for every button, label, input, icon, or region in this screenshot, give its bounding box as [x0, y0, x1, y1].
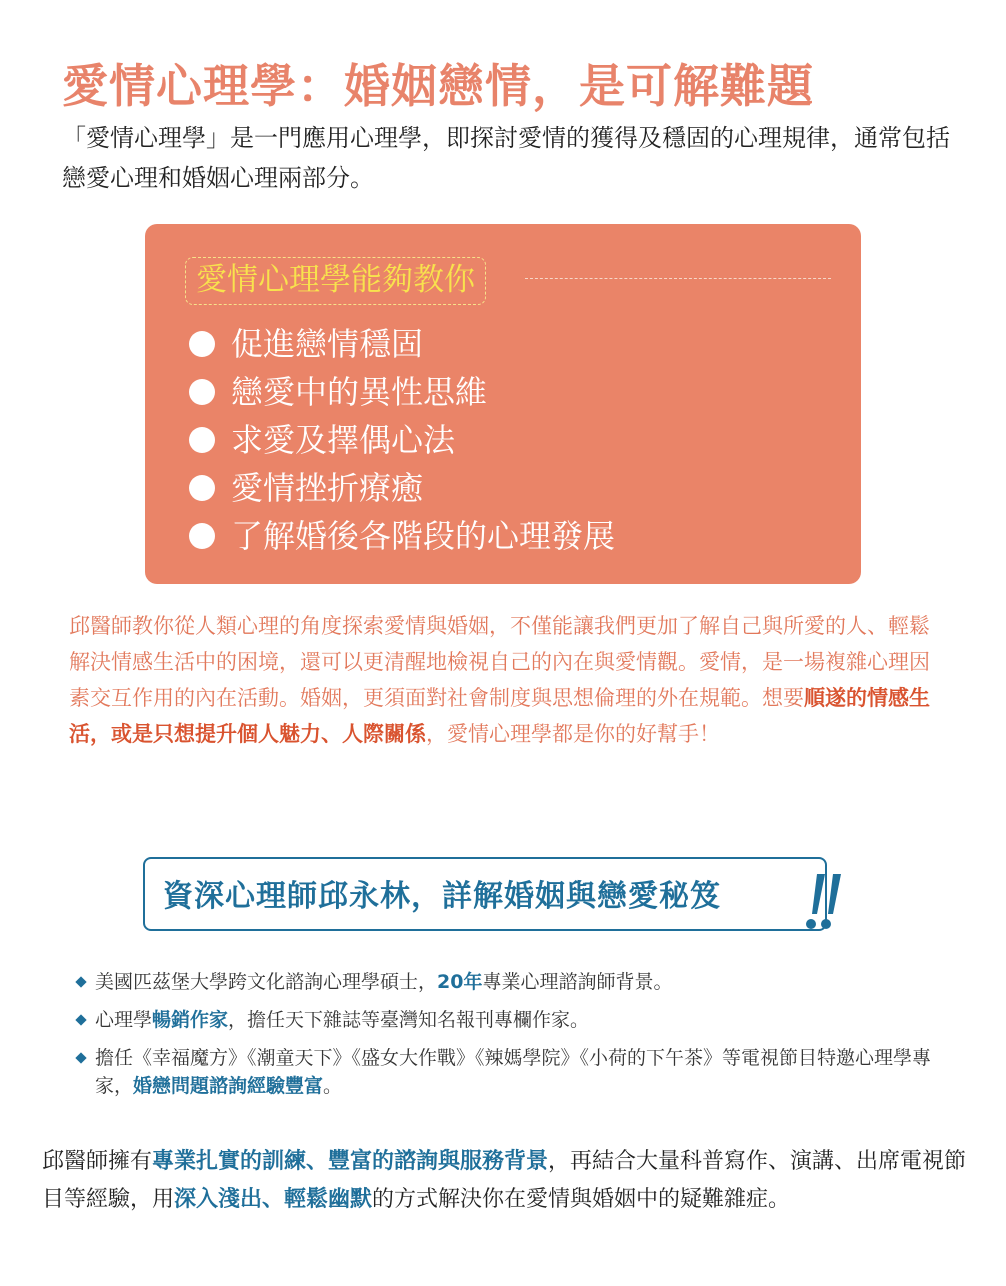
diamond-bullet-icon — [75, 1052, 86, 1063]
credential-highlight: 婚戀問題諮詢經驗豐富 — [133, 1075, 324, 1097]
list-item — [189, 416, 615, 464]
diamond-bullet-icon — [75, 1014, 86, 1025]
feature-item-label: 戀愛中的異性思維 — [231, 373, 488, 411]
feature-list — [189, 320, 615, 560]
list-item — [189, 512, 615, 560]
closing-paragraph — [42, 1143, 972, 1219]
list-item — [75, 1006, 955, 1034]
expert-credentials-list — [75, 968, 955, 1110]
feature-item-label: 了解婚後各階段的心理發展 — [231, 517, 616, 555]
expert-title-box — [143, 857, 827, 931]
feature-item-label: 愛情挫折療癒 — [231, 469, 424, 507]
dashed-divider — [525, 278, 831, 279]
closing-text-end: 的方式解決你在愛情與婚姻中的疑難雜症。 — [372, 1187, 791, 1212]
bullet-dot-icon — [189, 523, 215, 549]
expert-title: 資深心理師邱永林，詳解婚姻與戀愛秘笈 — [163, 879, 721, 914]
credential-text: 擔任《幸福魔方》《潮童天下》《盛女大作戰》《辣媽學院》《小荷的下午茶》等電視節目特邀心理學專家， — [95, 1047, 932, 1097]
credential-text-end: 專業心理諮詢師背景。 — [482, 971, 673, 993]
diamond-bullet-icon — [75, 976, 86, 987]
description-text: 邱醫師教你從人類心理的角度探索愛情與婚姻，不僅能讓我們更加了解自己與所愛的人、輕鬆解決情感生活中的困境，還可以更清醒地檢視自己的內在與愛情觀。愛情，是一場複雜心理因素交互作用的內在活動。婚姻，更須面對社會制度與思想倫理的外在規範。想要 — [69, 614, 930, 710]
credential-highlight: 暢銷作家 — [152, 1009, 229, 1031]
closing-highlight: 專業扎實的訓練、豐富的諮詢與服務背景 — [152, 1149, 549, 1174]
double-exclamation-icon — [800, 872, 848, 932]
closing-text: 邱醫師擁有 — [42, 1149, 153, 1174]
closing-highlight: 深入淺出、輕鬆幽默 — [174, 1187, 373, 1212]
credential-text: 美國匹茲堡大學跨文化諮詢心理學碩士， — [95, 971, 438, 993]
description-text-end: ，愛情心理學都是你的好幫手！ — [426, 722, 720, 746]
credential-text-end: ，擔任天下雜誌等臺灣知名報刊專欄作家。 — [228, 1009, 590, 1031]
list-item — [75, 968, 955, 996]
credential-highlight: 20年 — [437, 971, 483, 993]
credential-text-end: 。 — [323, 1075, 343, 1097]
feature-box-heading: 愛情心理學能夠教你 — [185, 257, 486, 305]
closing-text: ，再結合大量科普寫作、演講、出席電視節目等經驗，用 — [42, 1149, 967, 1212]
credential-text: 心理學 — [95, 1009, 153, 1031]
description-paragraph — [69, 608, 939, 752]
bullet-dot-icon — [189, 475, 215, 501]
bullet-dot-icon — [189, 331, 215, 357]
feature-item-label: 求愛及擇偶心法 — [231, 421, 456, 459]
list-item — [189, 464, 615, 512]
list-item — [75, 1044, 955, 1100]
feature-box — [145, 224, 861, 584]
intro-paragraph: 「愛情心理學」是一門應用心理學，即探討愛情的獲得及穩固的心理規律，通常包括戀愛心理和婚姻心理兩部分。 — [62, 124, 950, 192]
bullet-dot-icon — [189, 379, 215, 405]
description-highlight: 順遂的情感生活，或是只想提升個人魅力、人際關係 — [69, 686, 930, 746]
feature-item-label: 促進戀情穩固 — [231, 325, 424, 363]
bullet-dot-icon — [189, 427, 215, 453]
page-title: 愛情心理學：婚姻戀情，是可解難題 — [62, 59, 814, 113]
list-item — [189, 368, 615, 416]
list-item — [189, 320, 615, 368]
